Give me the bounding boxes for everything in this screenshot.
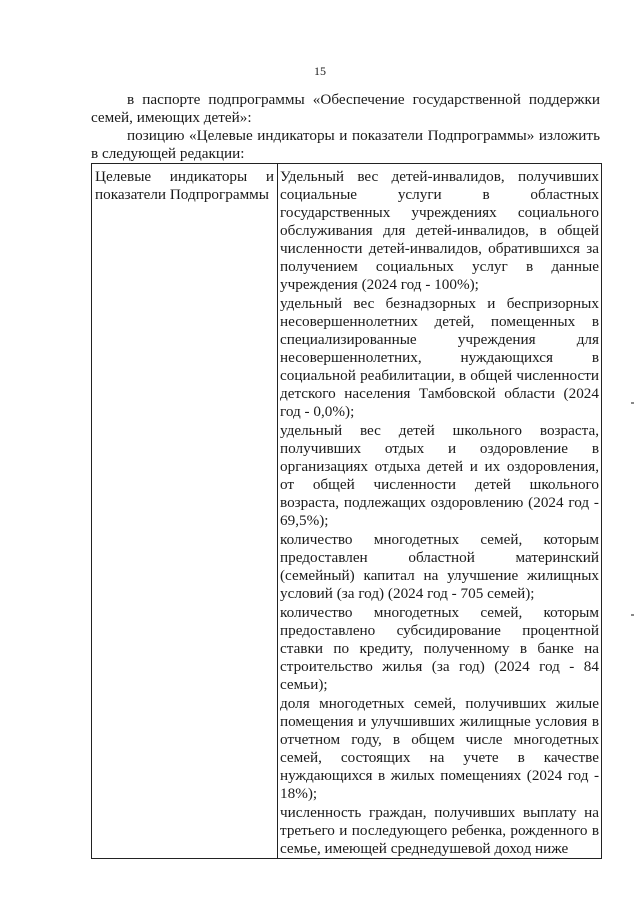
indicator-item: доля многодетных семей, получивших жилые помещения и улучшивших жилищные условия в отчетном году, в общем числе многодетных семей, состоящих на учете в качестве нуждающихся в жилых помещениях (2024 год - 18%); <box>280 695 599 802</box>
intro-paragraph-1: в паспорте подпрограммы «Обеспечение государственной поддержки семей, имеющих детей»: <box>91 91 600 126</box>
indicator-values-cell <box>278 164 602 859</box>
indicators-table <box>91 163 602 859</box>
table-row <box>92 164 602 859</box>
intro-paragraph-2: позицию «Целевые индикаторы и показатели Подпрограммы» изложить в следующей редакции: <box>91 127 600 162</box>
indicator-item: удельный вес детей школьного возраста, получивших отдых и оздоровление в организациях отдыха детей и их оздоровления, от общей численности детей школьного возраста, подлежащих оздоровлению (2024 год - 69,5%); <box>280 422 599 529</box>
indicator-item: Удельный вес детей-инвалидов, получивших социальные услуги в областных государственных учреждениях социального обслуживания для детей-инвалидов, в общей численности детей-инвалидов, обратившихся за получением социальных услуг в данные учреждения (2024 год - 100%); <box>280 168 599 293</box>
indicator-item: численность граждан, получивших выплату на третьего и последующего ребенка, рожденного в семье, имеющей среднедушевой доход ниже <box>280 804 599 857</box>
page-number: 15 <box>314 64 326 78</box>
scan-edge-mark <box>631 402 634 404</box>
indicator-label-cell: Целевые индикаторы и показатели Подпрограммы <box>92 164 278 859</box>
indicator-item: удельный вес безнадзорных и беспризорных несовершеннолетних детей, помещенных в специализированные учреждения для несовершеннолетних, нуждающихся в социальной реабилитации, в общей численности детского населения Тамбовской области (2024 год - 0,0%); <box>280 295 599 420</box>
indicator-item: количество многодетных семей, которым предоставлено субсидирование процентной ставки по кредиту, полученному в банке на строительство жилья (за год) (2024 год - 84 семьи); <box>280 604 599 693</box>
scan-edge-mark <box>631 614 634 616</box>
indicator-item: количество многодетных семей, которым предоставлен областной материнский (семейный) капитал на улучшение жилищных условий (за год) (2024 год - 705 семей); <box>280 531 599 602</box>
